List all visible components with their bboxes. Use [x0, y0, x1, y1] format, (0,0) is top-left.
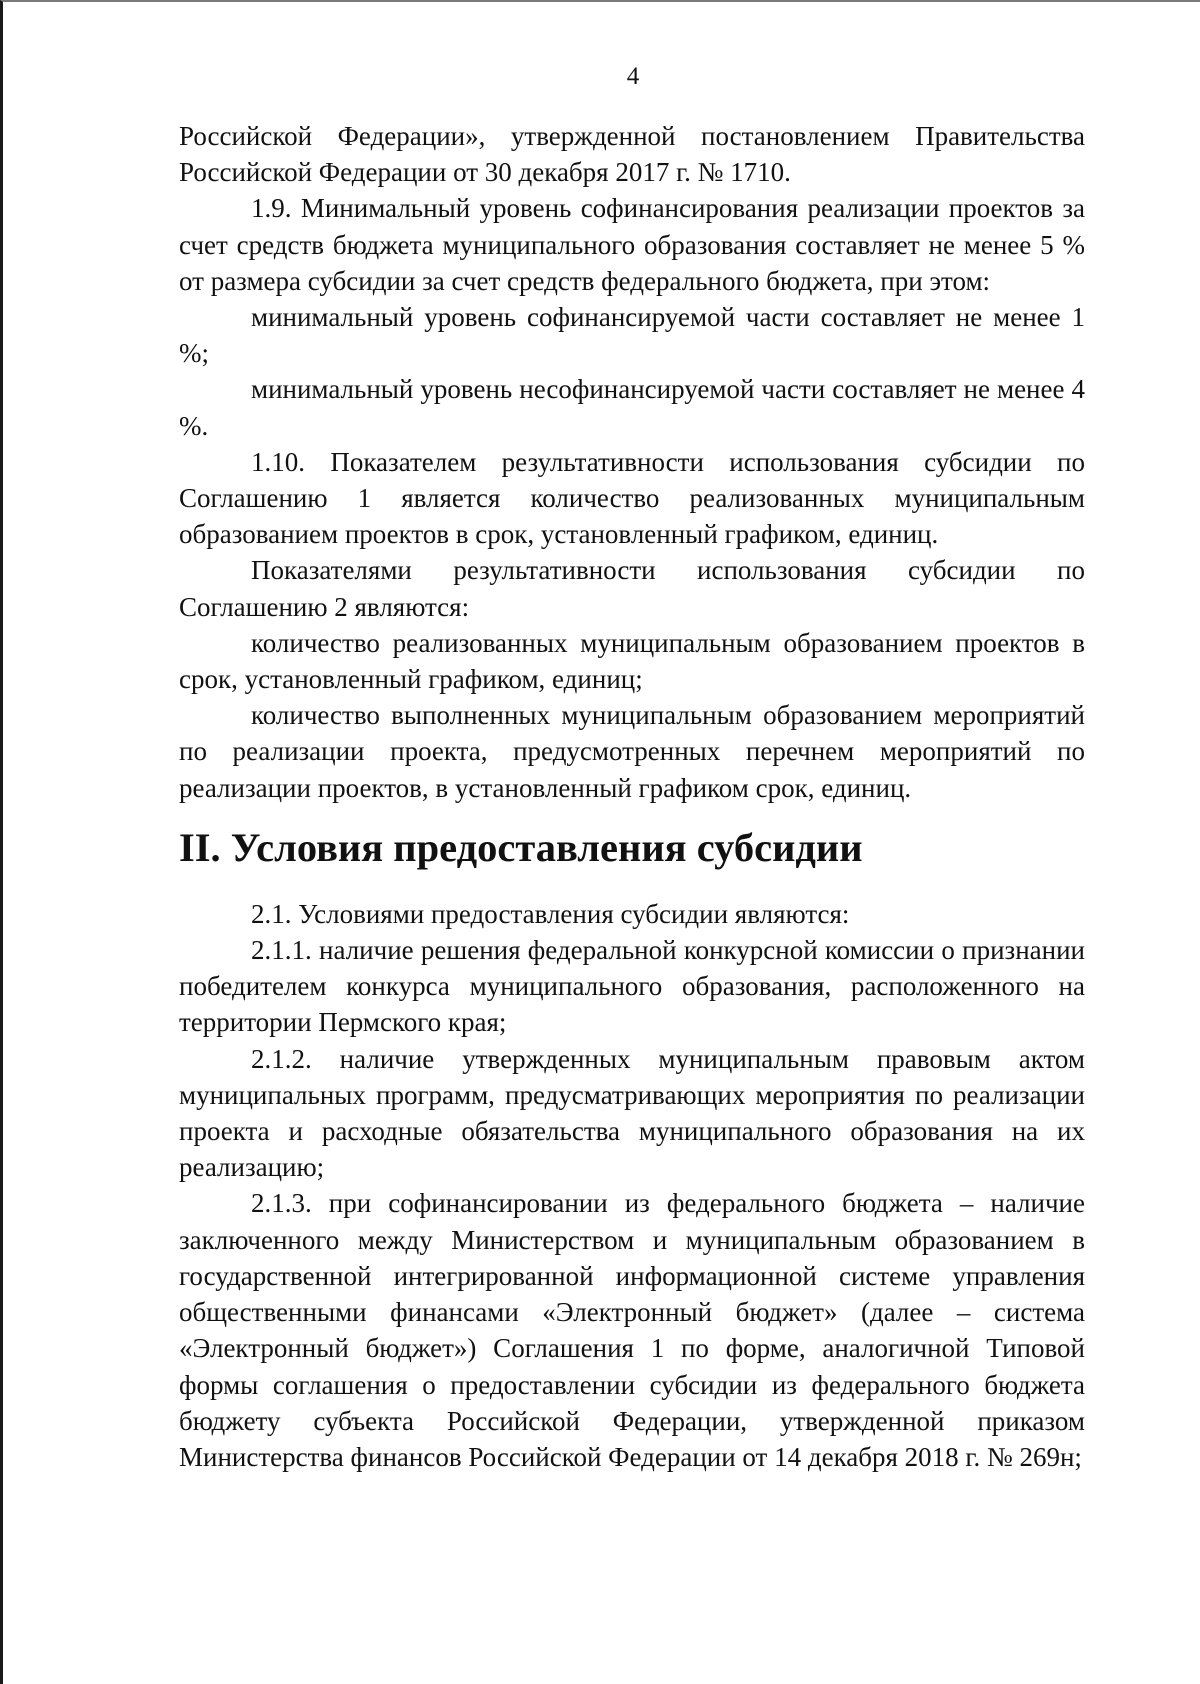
document-body — [179, 118, 1085, 1475]
paragraph-min-noncofinanced: минимальный уровень несофинансируемой части составляет не менее 4 %. — [179, 374, 1085, 441]
page-number: 4 — [626, 63, 640, 90]
paragraph-2-1-1: 2.1.1. наличие решения федеральной конкурсной комиссии о признании победителем конкурса муниципального образования, расположенного на территории Пермского края; — [179, 935, 1085, 1038]
paragraph-min-cofinanced: минимальный уровень софинансируемой части составляет не менее 1 %; — [179, 302, 1085, 369]
paragraph-indicators-agreement-2: Показателями результативности использования субсидии по Соглашению 2 являются: — [179, 555, 1085, 622]
section-heading: II. Условия предоставления субсидии — [179, 824, 863, 870]
paragraph-2-1-2: 2.1.2. наличие утвержденных муниципальным правовым актом муниципальных программ, предусматривающих мероприятия по реализации проекта и расходные обязательства муниципального образования на их реализацию; — [179, 1043, 1085, 1183]
paragraph-1-10: 1.10. Показателем результативности использования субсидии по Соглашению 1 является количество реализованных муниципальным образованием проектов в срок, установленный графиком, единиц. — [179, 446, 1085, 550]
paragraph-1-9: 1.9. Минимальный уровень софинансирования реализации проектов за счет средств бюджета муниципального образования составляет не менее 5 % от размера субсидии за счет средств федерального бюджета, при этом: — [179, 193, 1085, 296]
paragraph-2-1-3: 2.1.3. при софинансировании из федерального бюджета – наличие заключенного между Министерством и муниципальным образованием в государственной интегрированной информационной системе управления общественными финансами «Электронный бюджет» (далее – система «Электронный бюджет») Соглашения 1 по форме, аналогичной Типовой формы соглашения о предоставлении субсидии из федерального бюджета бюджету субъекта Российской Федерации, утвержденной приказом Министерства финансов Российской Федерации от 14 декабря 2018 г. № 269н; — [179, 1188, 1085, 1472]
paragraph-continuation: Российской Федерации», утвержденной постановлением Правительства Российской Федерации от 30 декабря 2017 г. № 1710. — [179, 121, 1085, 188]
paragraph-2-1: 2.1. Условиями предоставления субсидии являются: — [251, 898, 850, 929]
paragraph-activities-count: количество выполненных муниципальным образованием мероприятий по реализации проекта, предусмотренных перечнем мероприятий по реализации проектов, в установленный графиком срок, единиц. — [179, 700, 1085, 803]
paragraph-projects-count: количество реализованных муниципальным образованием проектов в срок, установленный графиком, единиц; — [179, 627, 1085, 695]
